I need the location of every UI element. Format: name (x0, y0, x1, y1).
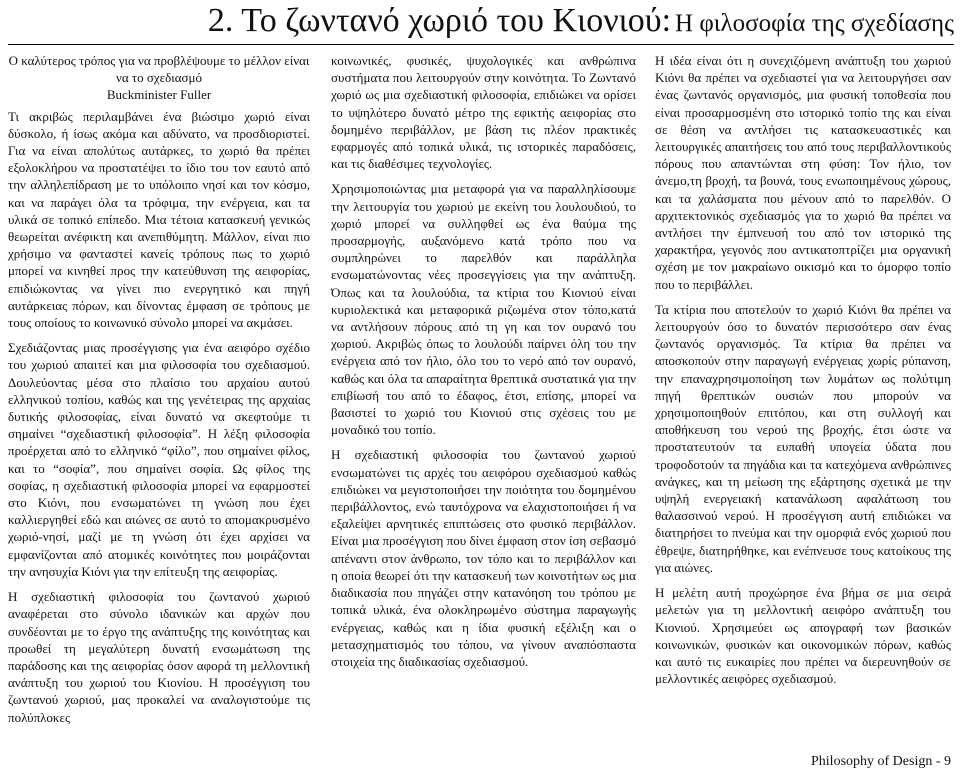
page-title (0, 2, 954, 44)
title-main: 2. Το ζωντανό χωριό του Κιονιού: (207, 2, 672, 39)
paragraph: Η σχεδιαστική φιλοσοφία του ζωντανού χωριού ενσωματώνει τις αρχές του αειφόρου σχεδιασμού καθώς επιδιώκει να μεγιστοποιήσει την ποιότητα του δομημένου περιβάλλοντος, ενώ ταυτόχρονα να ελαχιστοποιήσει ή να εξαλείψει αρνητικές επιπτώσεις στο φυσικό περιβάλλον. Είναι μια προσέγγιση που δίνει έμφαση στον ίση σεβασμό απέναντι στον άνθρωπο, τον τόπο και το περιβάλλον και η οποία θεωρεί ότι την κατασκευή των κοινοτήτων ως μια διαδικασία που πηγάζει στην κατανόηση του τρόπου με τοπικά υλικά, ένα ολοκληρωμένο σύστημα παραγωγής ενέργειας, καθώς και η ίδια φυσική εξέλιξη και ο μετασχηματισμός του τόπου, να γίνουν αναπόσπαστα στοιχεία της διαδικασίας σχεδιασμού. (331, 447, 636, 669)
paragraph: Σχεδιάζοντας μιας προσέγγισης για ένα αειφόρο σχέδιο του χωριού απαιτεί και μια φιλοσοφία του σχεδιασμού. Δουλεύοντας μέσα στο πλαίσιο του αρχαίου αυτού ελληνικού τοπίου, καθώς και της γενέτειρας της αρχαίας δυτικής φιλοσοφίας, είναι δυνατό να σκεφτούμε τι σημαίνει “σχεδιαστική φιλοσοφία”. Η λέξη φιλοσοφία προέρχεται από το ελληνικό “φίλο”, που σημαίνει φίλος, και το “σοφία”, που σημαίνει σοφία. Ως φίλος της σοφίας, η σχεδιαστική φιλοσοφία μπορεί να εφαρμοστεί στο Κιόνι, που ενσωματώνει τη γνώση που έχει καλλιεργηθεί εδώ και αιώνες σε αυτό το απομακρυσμένο χωριό-νησί, μαζί με τη γνώση ότι έχει αρχίσει να εμφανίζονται από ατομικές κοινότητες που μοιράζονται την ανησυχία Κιόνι για την επίτευξη της αειφορίας. (8, 340, 310, 579)
title-divider (8, 44, 954, 45)
column-1 (8, 52, 310, 734)
column-2 (331, 52, 636, 678)
epigraph-quote: Ο καλύτερος τρόπος για να προβλέψουμε το μέλλον είναι να το σχεδιασμό (8, 53, 310, 86)
paragraph: κοινωνικές, φυσικές, ψυχολογικές και ανθρώπινα συστήματα που λειτουργούν στην κοινότητα. Το Ζωντανό χωριό ως μια σχεδιαστική φιλοσοφία, επιδιώκει να ορίσει το υψηλότερο δυνατό μέτρο της εφικτής αειφορίας στο δομημένο περιβάλλον, με βάση τις πλέον πρακτικές εφαρμογές από τοπικά υλικά, τις ιστορικές παραδόσεις, και τις διαθέσιμες τεχνολογίες. (331, 53, 636, 172)
paragraph: Τι ακριβώς περιλαμβάνει ένα βιώσιμο χωριό είναι δύσκολο, ή ίσως ακόμα και αδύνατο, να προσδιοριστεί. Για να είναι απολύτως αυτάρκες, το χωριό θα πρέπει εξολοκλήρου να προστατέψει το ίδιο του τον εαυτό από την αλληλεπίδραση με το υπόλοιπο νησί και τον κόσμο, και να παράγει όλα τα τρόφιμα, την ενέργεια, και τα υλικά σε τοπικό επίπεδο. Μια τέτοια κατασκευή γενικώς θεωρείται ανέφικτη και ανεπιθύμητη. Μάλλον, είναι πιο χρήσιμο να φανταστεί κανείς τρόπους πως το χωριό μπορεί να κινηθεί προς την κατεύθυνση της αειφορίας, επιδιώκοντας να γίνει πιο ενεργητικό και πηγή αυτάρκειας πόρων, και δίνοντας έμφαση σε τρόπους με τους οποίους το κοινωνικό σύνολο μπορεί να ακμάσει. (8, 108, 310, 331)
paragraph: Τα κτίρια που αποτελούν το χωριό Κιόνι θα πρέπει να λειτουργούν όσο το δυνατόν περισσότερο σαν ένας ζωντανός οργανισμός. Τα κτίρια θα πρέπει να αποσκοπούν στην παραγωγή ενέργειας χωρίς ρύπανση, την επαναχρησιμοποίηση των λυμάτων ως πολύτιμη πηγή θρεπτικών ουσιών που μπορούν να χρησιμοποιηθούν επιτόπου, και στη συλλογή και αποθήκευση του νερού της βροχής, έτσι ώστε να προστατευτούν τα ευπαθή υπογεία ύδατα που τροφοδοτούν τα πηγάδια και τα κατεχόμενα ανθρώπινες ανάγκες, και τη μείωση της εξάρτησης σχετικά με την υψηλή ενεργειακή κατανάλωση αφαλάτωση του θαλασσινού νερού. Η προσέγγιση αυτή επιδιώκει να διατηρήσει το πνεύμα και την ομορφιά ενός χωριού που έθρεψε, διατηρήθηκε, και ενέπνευσε τους κατοίκους της για αιώνες. (655, 301, 951, 575)
paragraph: Η μελέτη αυτή προχώρησε ένα βήμα σε μια σειρά μελετών για τη μελλοντική αειφόρο ανάπτυξη του Κιονιού. Χρησιμεύει ως απογραφή των βασικών κοινωνικών, φυσικών και οικονομικών πόρων, καθώς και αυτό τις ευκαιρίες που πρέπει να διερευνηθούν σε μελλοντικές αειφόρες σχεδιασμού. (655, 585, 951, 687)
paragraph: Η σχεδιαστική φιλοσοφία του ζωντανού χωριού αναφέρεται στο σύνολο ιδανικών και αρχών που συνδέονται με το έργο της ανάπτυξης της κοινότητας και προωθεί τη μεγαλύτερη δυνατή ενσωμάτωση της παράδοσης και της αειφορίας όσον αφορά τη μελλοντική ανάπτυξη του χωριού του Κιονίου. Η προσέγγιση του ζωντανού χωριού, μας προκαλεί να αναλογιστούμε τις πολύπλοκες (8, 589, 310, 725)
epigraph-author: Buckminister Fuller (106, 87, 212, 103)
page-footer: Philosophy of Design - 9 (811, 754, 951, 769)
paragraph: Χρησιμοποιώντας μια μεταφορά για να παραλληλίσουμε την λειτουργία του χωριού με εκείνη του λουλουδιού, το χωριό μπορεί να συλληφθεί ως ένα θαύμα της προσαρμογής, αυξανόμενο κατά τρόπο που να συμπληρώνει το παρελθόν και παράλληλα ενσωματώνοντας νέες προσεγγίσεις για την ανάπτυξη. Όπως και τα λουλούδια, τα κτίρια του Κιονιού είναι κυριολεκτικά και μεταφορικά ριζωμένα στον τόπο,κατά να αντλήσουν πόρους από τη γη και τον ουρανό του χωριού. Ακριβώς όπως το λουλούδι παίρνει όλη του την ενέργεια από τον ήλιο, όλο του το νερό από τον ουρανό, καθώς και όλα τα απαραίτητα θρεπτικά συστατικά για την επιβίωσή του από το έδαφος, έτσι, επίσης, μπορεί να βασιστεί το χωριό του Κιονιού στις σχέσεις του με μοναδικό του τοπίο. (331, 181, 636, 438)
title-subtitle: Η φιλοσοφία της σχεδίασης (675, 10, 954, 37)
column-3 (655, 52, 951, 695)
paragraph: Η ιδέα είναι ότι η συνεχιζόμενη ανάπτυξη του χωριού Κιόνι θα πρέπει να σχεδιαστεί για να λειτουργήσει σαν ένας ζωντανός οργανισμός, μια φυσική τοποθεσία που είναι προσαρμοσμένη στο ιστορικό τοπίο της και είναι σε θέση να αντλήσει τις κατασκευαστικές και λειτουργικές απαιτήσεις του από τους περιβαλλοντικούς πόρους που απαντώνται στη φύση: Τον ήλιο, τον άνεμο,τη βροχή, τα βουνά, τους ενωποιημένους χώρους, και τα χαλάσματα που μένουν από το παρελθόν. Ο αρχιτεκτονικός σχεδιασμός για το χωριό θα πρέπει να αντλήσει την έμπνευσή του από τον ιστορικό της χαρακτήρα, γεγονός που αντικατοπτρίζει μια οργανική σχέση με τον μακραίωνο οικισμό και το όμορφο τοπίο που το περιβάλλει. (655, 53, 951, 292)
